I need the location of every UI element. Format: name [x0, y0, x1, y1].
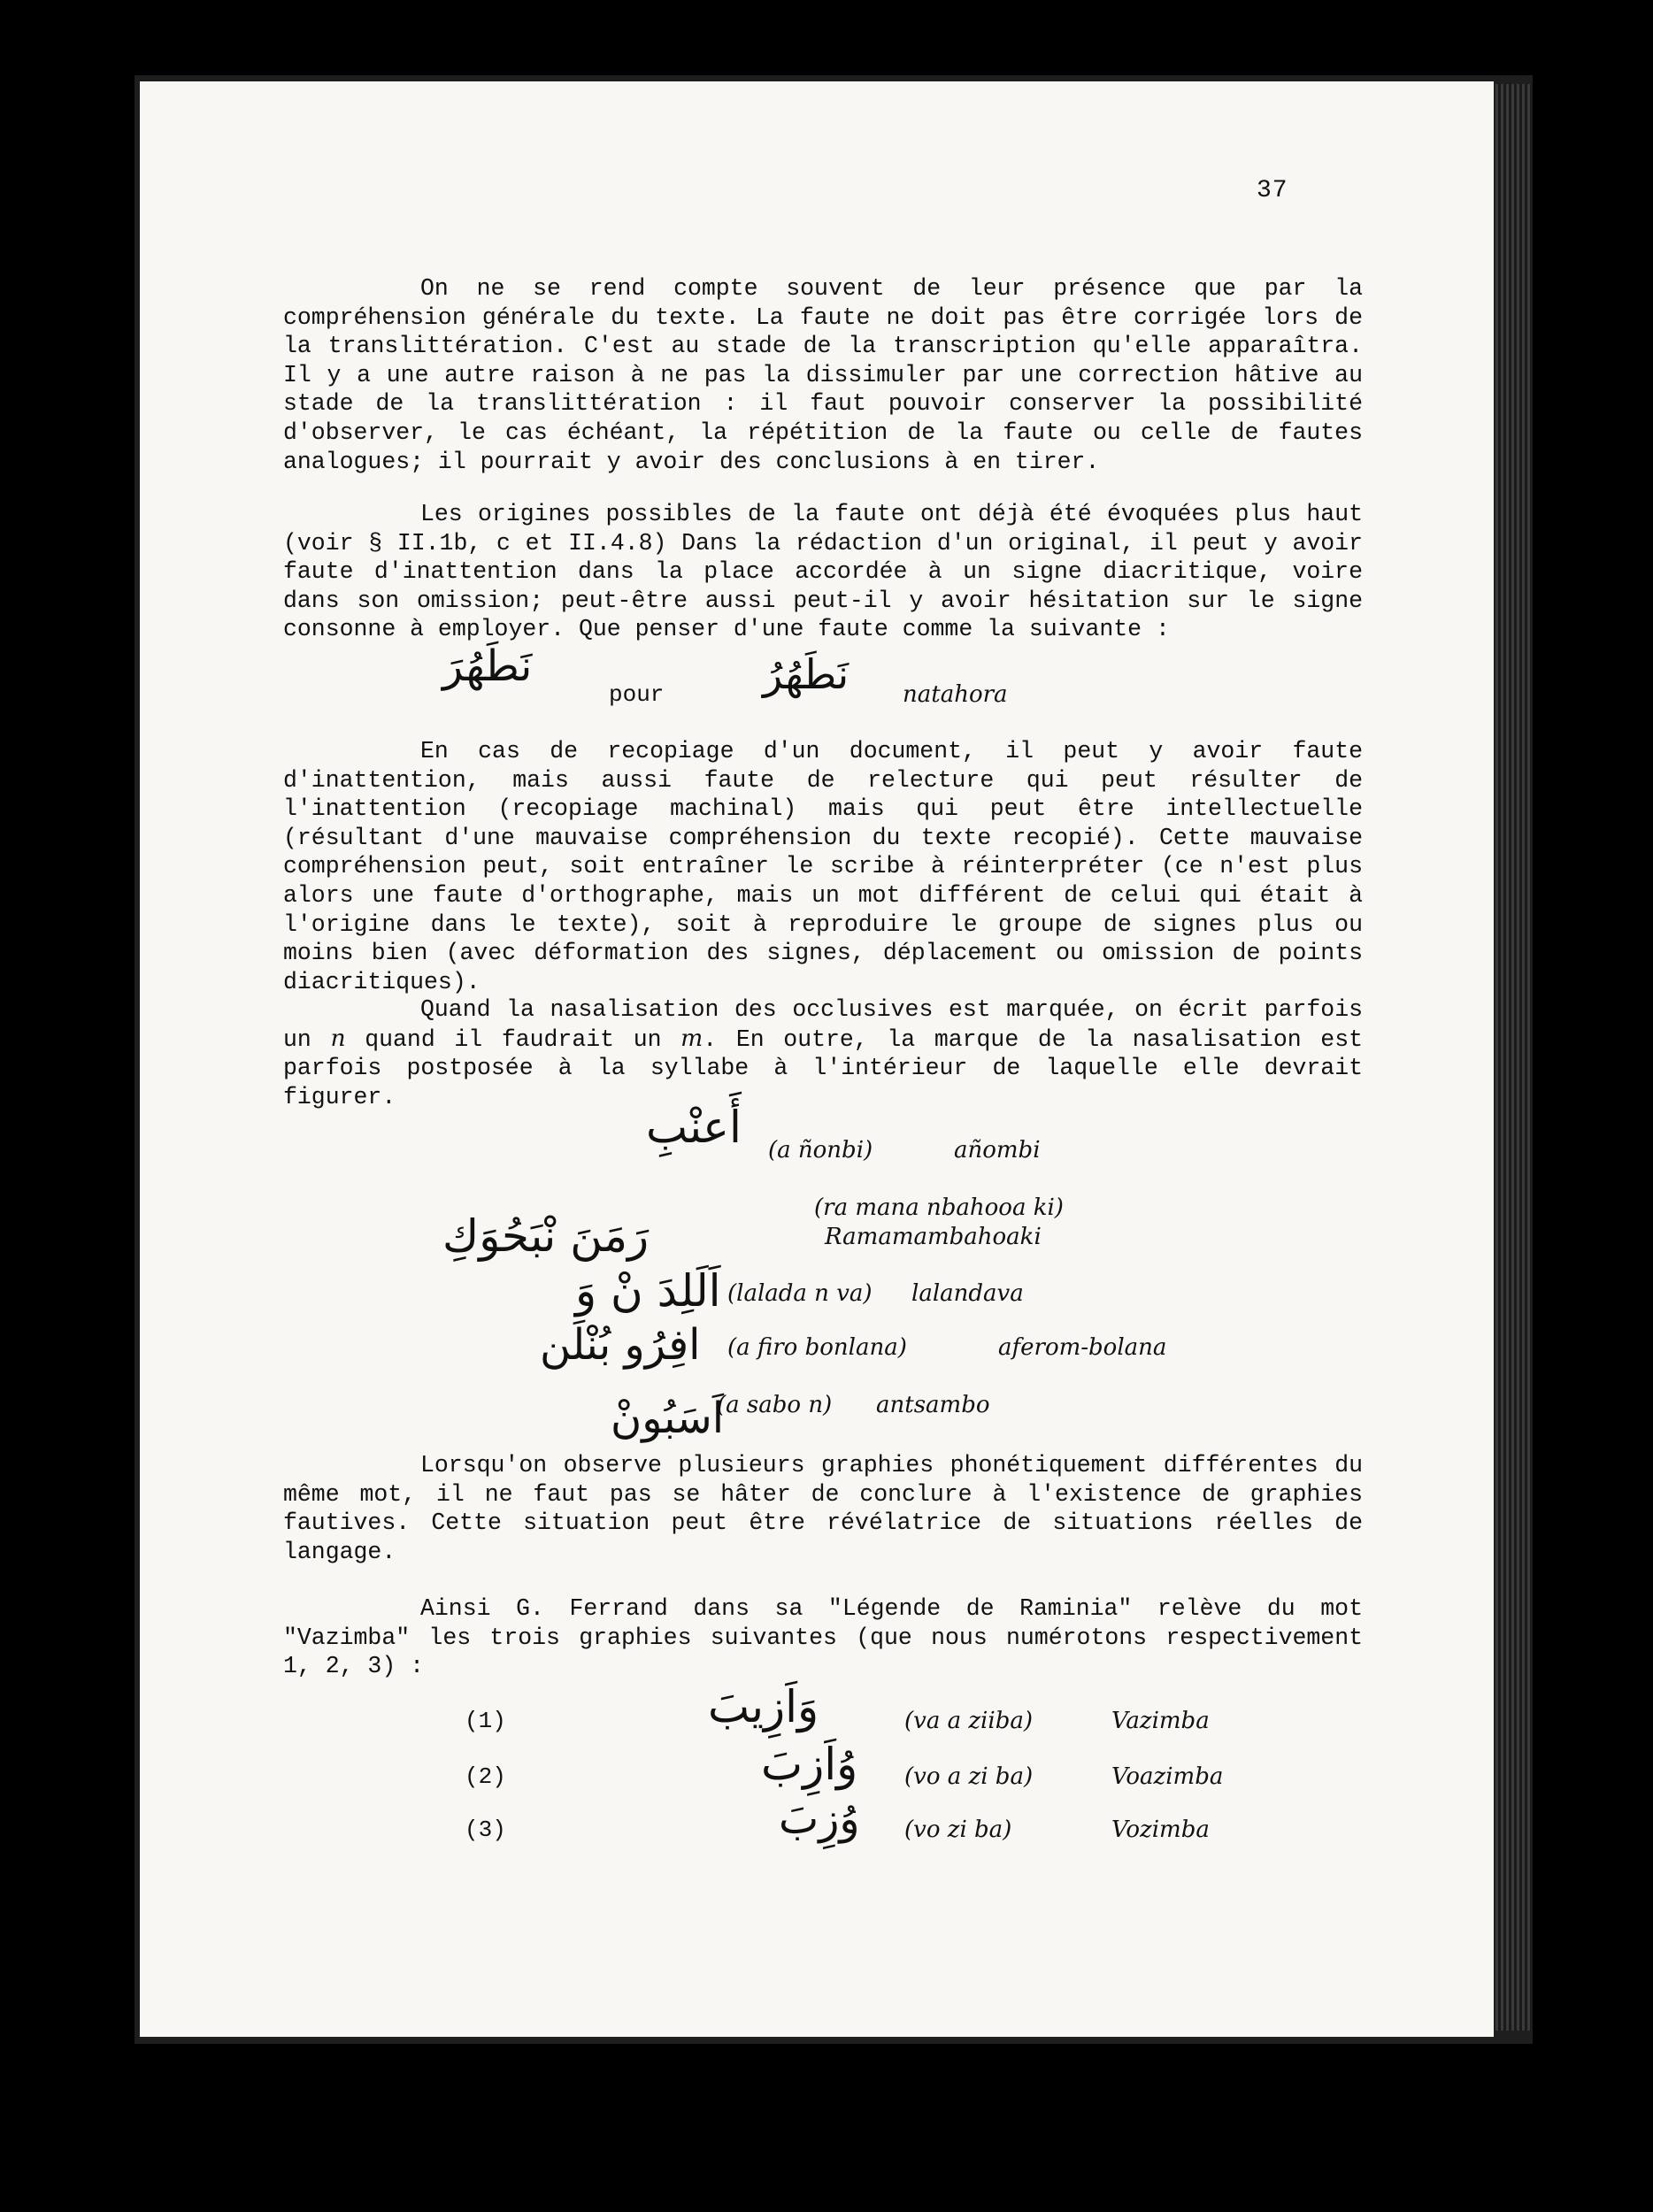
- pour-label: pour: [609, 681, 665, 708]
- word-example-1: añombi: [954, 1137, 1041, 1164]
- vazimba-translit-3: (vo zi ba): [904, 1816, 1012, 1843]
- translit-example-5: (a sabo n): [717, 1392, 833, 1418]
- translit-example-4: (a firo bonlana): [727, 1334, 907, 1361]
- paragraph-5: Lorsqu'on observe plusieurs graphies phonétiquement différentes du même mot, il ne faut pas se hâter de conclure à l'existence de graphies fautives. Cette situation peut être révélatrice de situations réelles de langage.: [283, 1452, 1363, 1565]
- vazimba-num-3: (3): [465, 1816, 506, 1843]
- word-example-4: aferom-bolana: [998, 1334, 1167, 1361]
- translit-example-1: (a ñonbi): [768, 1137, 873, 1164]
- arabic-example-4: افِرُو بُنْلَن: [540, 1320, 701, 1370]
- word-example-3: lalandava: [911, 1280, 1024, 1307]
- letter-n: n: [330, 1024, 346, 1052]
- arabic-faute-right: نَطَهُرُ: [763, 650, 850, 698]
- arabic-example-5: اَسَبُونْ: [611, 1394, 725, 1443]
- page-edge: [1495, 84, 1531, 2031]
- word-example-2: Ramamambahoaki: [825, 1224, 1042, 1250]
- vazimba-arabic-3: وُزِبَ: [779, 1794, 860, 1844]
- paragraph-6: Ainsi G. Ferrand dans sa "Légende de Raminia" relève du mot "Vazimba" les trois graphies suivantes (que nous numérotons respectivement 1, 2, 3) :: [283, 1595, 1363, 1680]
- paragraph-3: En cas de recopiage d'un document, il peut y avoir faute d'inattention, mais aussi faute de relecture qui peut résulter de l'inattention (recopiage machinal) mais qui peut être intellectuelle (résultant d'une mauvaise compréhension du texte recopié). Cette mauvaise compréhension peut, soit entraîner le scribe à réinterpréter (ce n'est plus alors une faute d'orthographe, mais un mot différent de celui qui était à l'origine dans le texte), soit à reproduire le groupe de signes plus ou moins bien (avec déformation des signes, déplacement ou omission de points diacritiques).: [283, 738, 1363, 995]
- word-example-5: antsambo: [876, 1392, 990, 1418]
- arabic-example-3: اَلَلِدَ نْ وَ: [575, 1265, 721, 1317]
- translit-example-3: (lalada n va): [727, 1280, 873, 1307]
- vazimba-arabic-2: وُاَزِبَ: [761, 1739, 858, 1790]
- vazimba-word-2: Voazimba: [1111, 1763, 1224, 1790]
- vazimba-arabic-1: وَاَزِيبَ: [708, 1681, 819, 1732]
- vazimba-num-1: (1): [465, 1708, 506, 1734]
- letter-m: m: [680, 1024, 703, 1052]
- paragraph-4: Quand la nasalisation des occlusives est marquée, on écrit parfois un n quand il faudrait un m. En outre, la marque de la nasalisation est parfois postposée à la syllabe à l'intérieur de laquelle elle devrait figurer.: [283, 996, 1363, 1110]
- vazimba-word-3: Vozimba: [1111, 1816, 1210, 1843]
- arabic-example-2: رَمَنَ نْبَحُوَكِ: [442, 1210, 650, 1262]
- page-number: 37: [1257, 177, 1288, 204]
- arabic-faute-wrong: نَطَهُرَ: [442, 641, 533, 691]
- arabic-example-1: أَعنْبِ: [646, 1102, 742, 1153]
- vazimba-translit-2: (vo a zi ba): [904, 1763, 1034, 1790]
- translit-example-2: (ra mana nbahooa ki): [814, 1194, 1064, 1221]
- vazimba-word-1: Vazimba: [1111, 1708, 1210, 1734]
- paragraph-2: Les origines possibles de la faute ont déjà été évoquées plus haut (voir § II.1b, c et II.4.8) Dans la rédaction d'un original, il peut y avoir faute d'inattention dans la place accordée à un signe diacritique, voire dans son omission; peut-être aussi peut-il y avoir hésitation sur le signe consonne à employer. Que penser d'une faute comme la suivante :: [283, 501, 1363, 643]
- vazimba-num-2: (2): [465, 1763, 506, 1790]
- paragraph-1: On ne se rend compte souvent de leur présence que par la compréhension générale du texte. La faute ne doit pas être corrigée lors de la translittération. C'est au stade de la transcription qu'elle apparaîtra. Il y a une autre raison à ne pas la dissimuler par une correction hâtive au stade de la translittération : il faut pouvoir conserver la possibilité d'observer, le cas échéant, la répétition de la faute ou celle de fautes analogues; il pourrait y avoir des conclusions à en tirer.: [283, 275, 1363, 475]
- translit-natahora: natahora: [903, 681, 1008, 708]
- vazimba-translit-1: (va a ziiba): [904, 1708, 1033, 1734]
